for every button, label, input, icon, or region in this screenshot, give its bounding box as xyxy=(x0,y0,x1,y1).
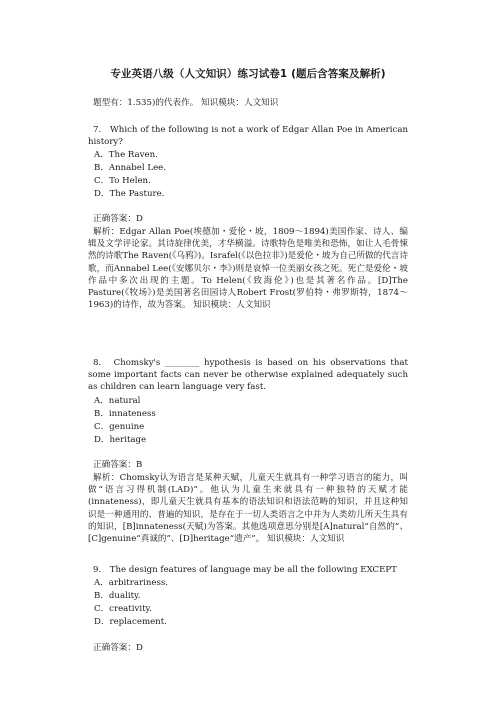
q7-option-b: B．Annabel Lee. xyxy=(94,163,166,173)
q7-option-c: C．To Helen. xyxy=(94,176,151,186)
q7-answer: 正确答案：D xyxy=(93,214,143,224)
q7-option-d: D．The Pasture. xyxy=(94,189,165,199)
q9-option-b: B．duality. xyxy=(94,591,141,601)
q8-option-b: B．innateness xyxy=(94,409,156,419)
question-type-line: 题型有：1.535)的代表作。 知识模块：人文知识 xyxy=(93,98,279,108)
q8-option-c: C．genuine xyxy=(94,422,145,432)
q7-analysis: 解析：Edgar Allan Poe(埃德加・爱伦・坡，1809～1894)美国作家、诗人、编辑及文学评论家。其诗旋律优美，才华横溢。诗歌特色是唯美和恐怖，如让人毛骨悚然的诗歌The Raven(《乌鸦》)。Israfel(《以色拉非》)是爱伦・坡为自己所做的代言诗歌，而Annabel Lee(《安娜贝尔・李》)则是哀悼一位美丽女孩之死。死亡是爱伦・坡作品中多次出现的主题。To Helen(《致海伦》)也是其著名作品。[D]The Pasture(《牧场》)是美国著名田园诗人Robert Frost(罗伯特・弗罗斯特，1874～1963)的诗作，故为答案。 知识模块：人文知识 xyxy=(88,227,408,311)
q8-option-a: A．natural xyxy=(94,396,141,406)
q9-option-d: D．replacement. xyxy=(94,617,167,627)
q7-stem: 7. Which of the following is not a work of Edgar Allan Poe in American history? xyxy=(88,125,408,148)
q8-analysis: 解析：Chomsky认为语言是某种天赋，儿童天生就具有一种学习语言的能力，叫做“语言习得机制(LAD)”。他认为儿童生来就具有一种独特的天赋才能(innateness)，即儿童天生就具有基本的语法知识和语法范畴的知识，并且这种知识是一种通用的、普遍的知识，是存在于一切人类语言之中并为人类幼儿所天生具有的知识，[B]innateness(天赋)为答案。其他选项意思分别是[A]natural“自然的”、[C]genuine“真诚的”、[D]heritage“遗产”。 知识模块：人文知识 xyxy=(88,473,408,545)
q7-option-a: A．The Raven. xyxy=(94,150,158,160)
document-title: 专业英语八级（人文知识）练习试卷1 (题后含答案及解析) xyxy=(110,68,386,80)
q9-option-c: C．creativity. xyxy=(94,604,153,614)
q9-stem: 9. The design features of language may be all the following EXCEPT xyxy=(93,565,397,575)
q8-answer: 正确答案：B xyxy=(93,460,143,470)
q9-option-a: A．arbitrariness. xyxy=(94,578,168,588)
q8-option-d: D．heritage xyxy=(94,435,147,445)
q8-stem: 8. Chomsky's ________ hypothesis is based on his observations that some important facts can never be otherwise explained adequately such as children can learn language very fast. xyxy=(88,358,408,393)
q9-answer: 正确答案：D xyxy=(93,643,143,653)
